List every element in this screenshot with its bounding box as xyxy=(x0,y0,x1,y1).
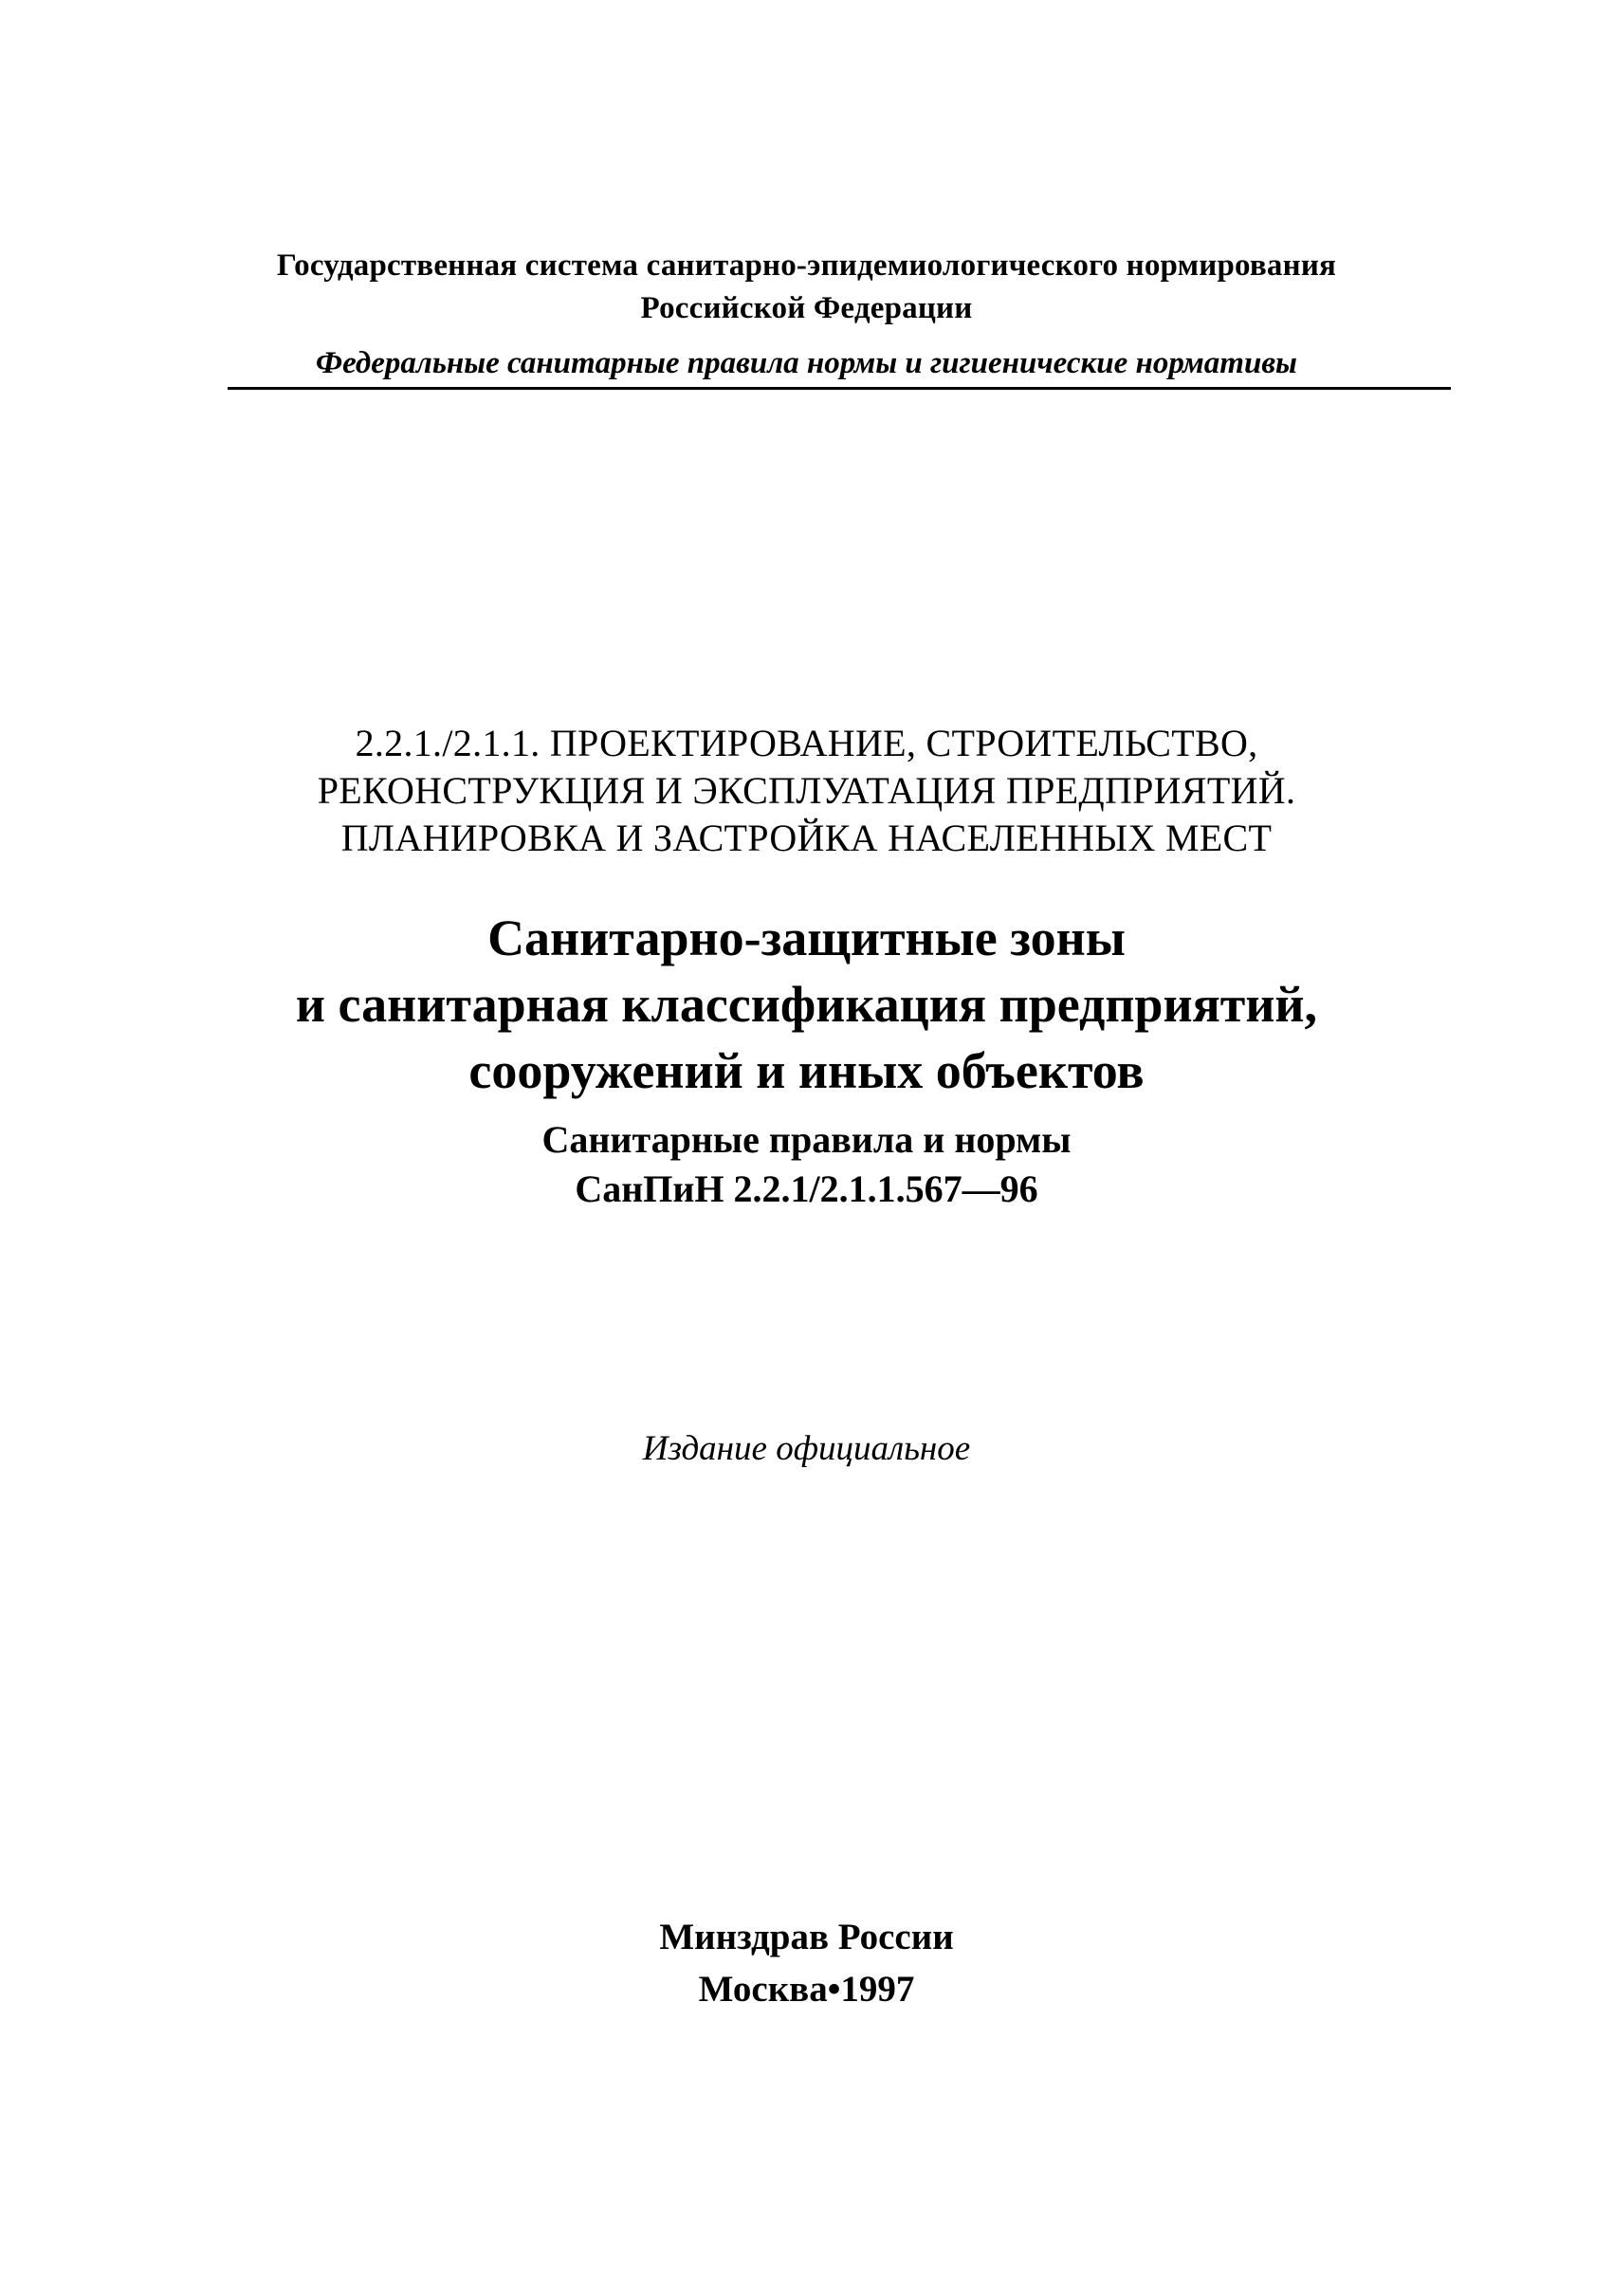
document-title-line-3: сооружений и иных объектов xyxy=(468,1042,1145,1099)
document-title-line-1: Санитарно-защитные зоны xyxy=(487,909,1126,966)
section-heading-line-1: 2.2.1./2.1.1. ПРОЕКТИРОВАНИЕ, СТРОИТЕЛЬСТВО, xyxy=(355,722,1258,764)
document-code: СанПиН 2.2.1/2.1.1.567—96 xyxy=(575,1167,1038,1210)
header-federal-rules: Федеральные санитарные правила нормы и гигиенические нормативы xyxy=(316,346,1297,380)
publisher-name: Минздрав России xyxy=(659,1917,954,1957)
publication-place-year: Москва•1997 xyxy=(698,1969,915,2010)
header-divider xyxy=(228,387,1451,390)
document-type: Санитарные правила и нормы xyxy=(541,1118,1072,1161)
section-heading-line-2: РЕКОНСТРУКЦИЯ И ЭКСПЛУАТАЦИЯ ПРЕДПРИЯТИЙ. xyxy=(317,769,1296,812)
document-title-line-2: и санитарная классификация предприятий, xyxy=(295,976,1318,1033)
header-system-title: Государственная система санитарно-эпидемиологического нормирования xyxy=(276,248,1337,283)
edition-note: Издание официальное xyxy=(642,1429,971,1468)
header-federation: Российской Федерации xyxy=(640,291,973,325)
section-heading-line-3: ПЛАНИРОВКА И ЗАСТРОЙКА НАСЕЛЕННЫХ МЕСТ xyxy=(340,817,1273,859)
